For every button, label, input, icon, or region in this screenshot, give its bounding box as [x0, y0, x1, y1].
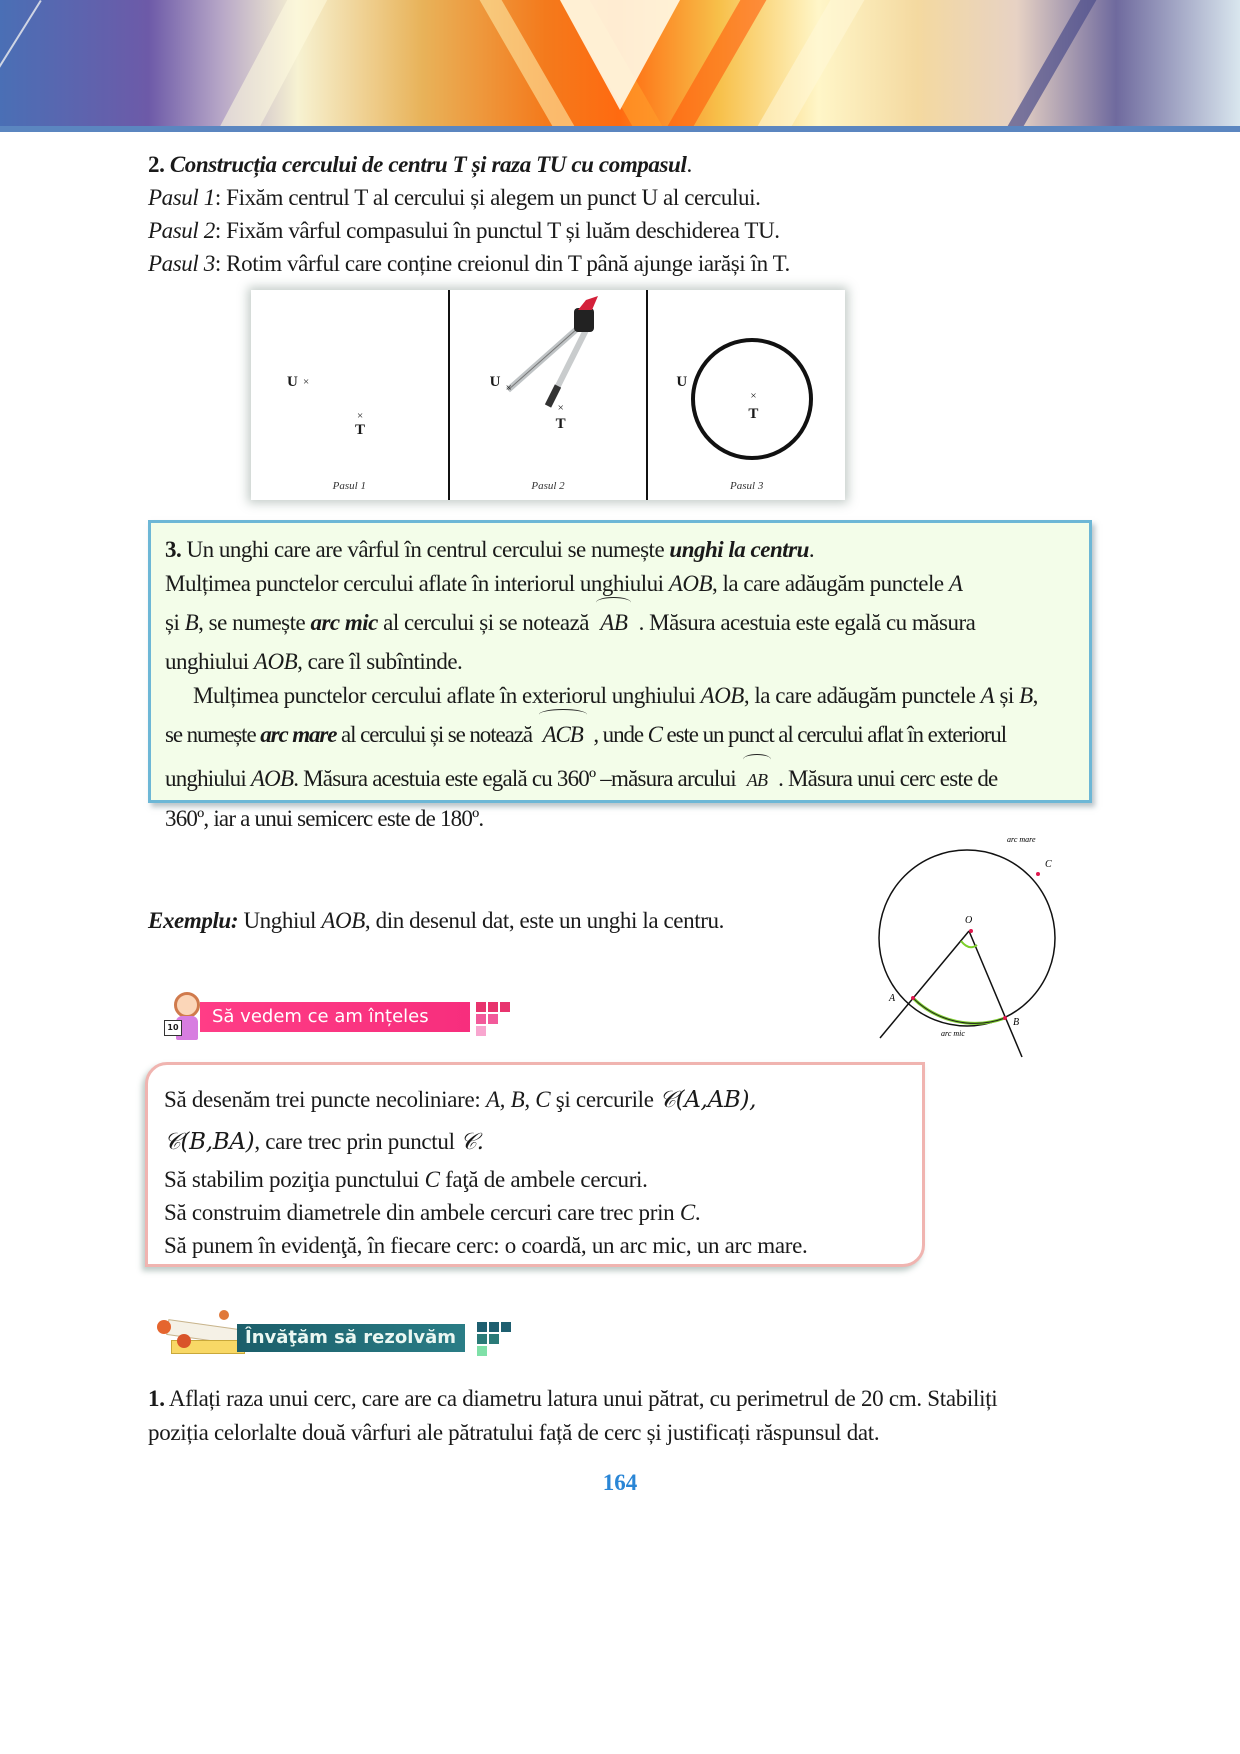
definition-line-1: 3. Un unghi care are vârful în centrul cercului se numește unghi la centru. [165, 537, 815, 562]
problem-1: 1. Aflați raza unui cerc, care are ca diametru latura unui pătrat, cu perimetrul de 20 cm. Stabiliți poziția celorlalte două vârfuri ale pătratului față de cerc și justificați răspunsul dat. [148, 1386, 998, 1445]
compass-icon [450, 290, 656, 500]
svg-text:B: B [1013, 1017, 1020, 1028]
page-number: 164 [602, 1470, 638, 1495]
arc-ab-notation: AB [594, 601, 633, 645]
example-text: Exemplu: Unghiul AOB, din desenul dat, este un unghi la centru. [148, 908, 724, 933]
section-badge-understood: Să vedem ce am înțeles 10 [160, 990, 510, 1040]
arc-acb-notation: ACB [537, 713, 589, 757]
girl-mascot-icon: 10 [168, 990, 204, 1040]
header-banner-image [0, 0, 1240, 128]
svg-text:C: C [1045, 859, 1052, 870]
section-2 [148, 148, 1048, 280]
svg-text:O: O [965, 915, 973, 926]
definition-arc-mare: Mulțimea punctelor cercului aflate în exteriorul unghiului AOB, la care adăugăm punctele A și B, [193, 683, 1038, 708]
header-divider [0, 126, 1240, 132]
exercise-box: Să desenăm trei puncte necoliniare: A, B, C şi cercurile 𝒞(A,AB), 𝒞(B,BA), care trec prin punctul 𝒞. Să stabilim poziţia punctului C faţă de ambele cercuri. Să construim diametrele din ambele cercuri care trec prin C. Să punem în evidenţă, în fiecare cerc: o coardă, un arc mic, un arc mare. [145, 1062, 925, 1267]
svg-text:A: A [889, 993, 896, 1004]
arc-ab-notation: AB [741, 758, 773, 802]
panel-step-2: U × × T Pasul 2 [450, 290, 649, 500]
central-angle-figure [865, 825, 1065, 1065]
step-3: Pasul 3: Rotim vârful care conține creionul din T până ajunge iarăși în T. [148, 251, 790, 276]
books-kids-icon [157, 1320, 247, 1356]
panel-step-3: U × T Pasul 3 [648, 290, 845, 500]
section-2-title: 2. Construcția cercului de centru T și raza TU cu compasul. [148, 152, 692, 177]
step-2: Pasul 2: Fixăm vârful compasului în punctul T și luăm deschiderea TU. [148, 218, 780, 243]
definition-arc-mic: Mulțimea punctelor cercului aflate în interiorul unghiului AOB, la care adăugăm punctele A [165, 571, 963, 596]
section-badge-solve: Învăţăm să rezolvăm [155, 1308, 525, 1360]
svg-text:arc mare: arc mare [1007, 835, 1036, 844]
definition-box: 3. Un unghi care are vârful în centrul cercului se numește unghi la centru. Mulțimea punctelor cercului aflate în interiorul unghiului AOB, la care adăugăm punctele A și B, se numește arc mic al cercului și se notează AB . Măsura acestuia este egală cu măsura unghiului AOB, care îl subîntinde. Mulțimea punctelor cercului aflate în exteriorul unghiului AOB, la care adăugăm punctele A și B, se numește arc mare al cercului și se notează ACB , unde C este un punct al cercului aflat în exteriorul unghiului AOB. Măsura acestuia este egală cu 360º –măsura arcului AB . Măsura unui cerc este de 360º, iar a unui semicerc este de 180º. [148, 520, 1092, 803]
compass-steps-figure [251, 290, 845, 500]
svg-text:arc mic: arc mic [941, 1029, 965, 1038]
panel-step-1: U × × T Pasul 1 [251, 290, 450, 500]
step-1: Pasul 1: Fixăm centrul T al cercului și alegem un punct U al cercului. [148, 185, 761, 210]
